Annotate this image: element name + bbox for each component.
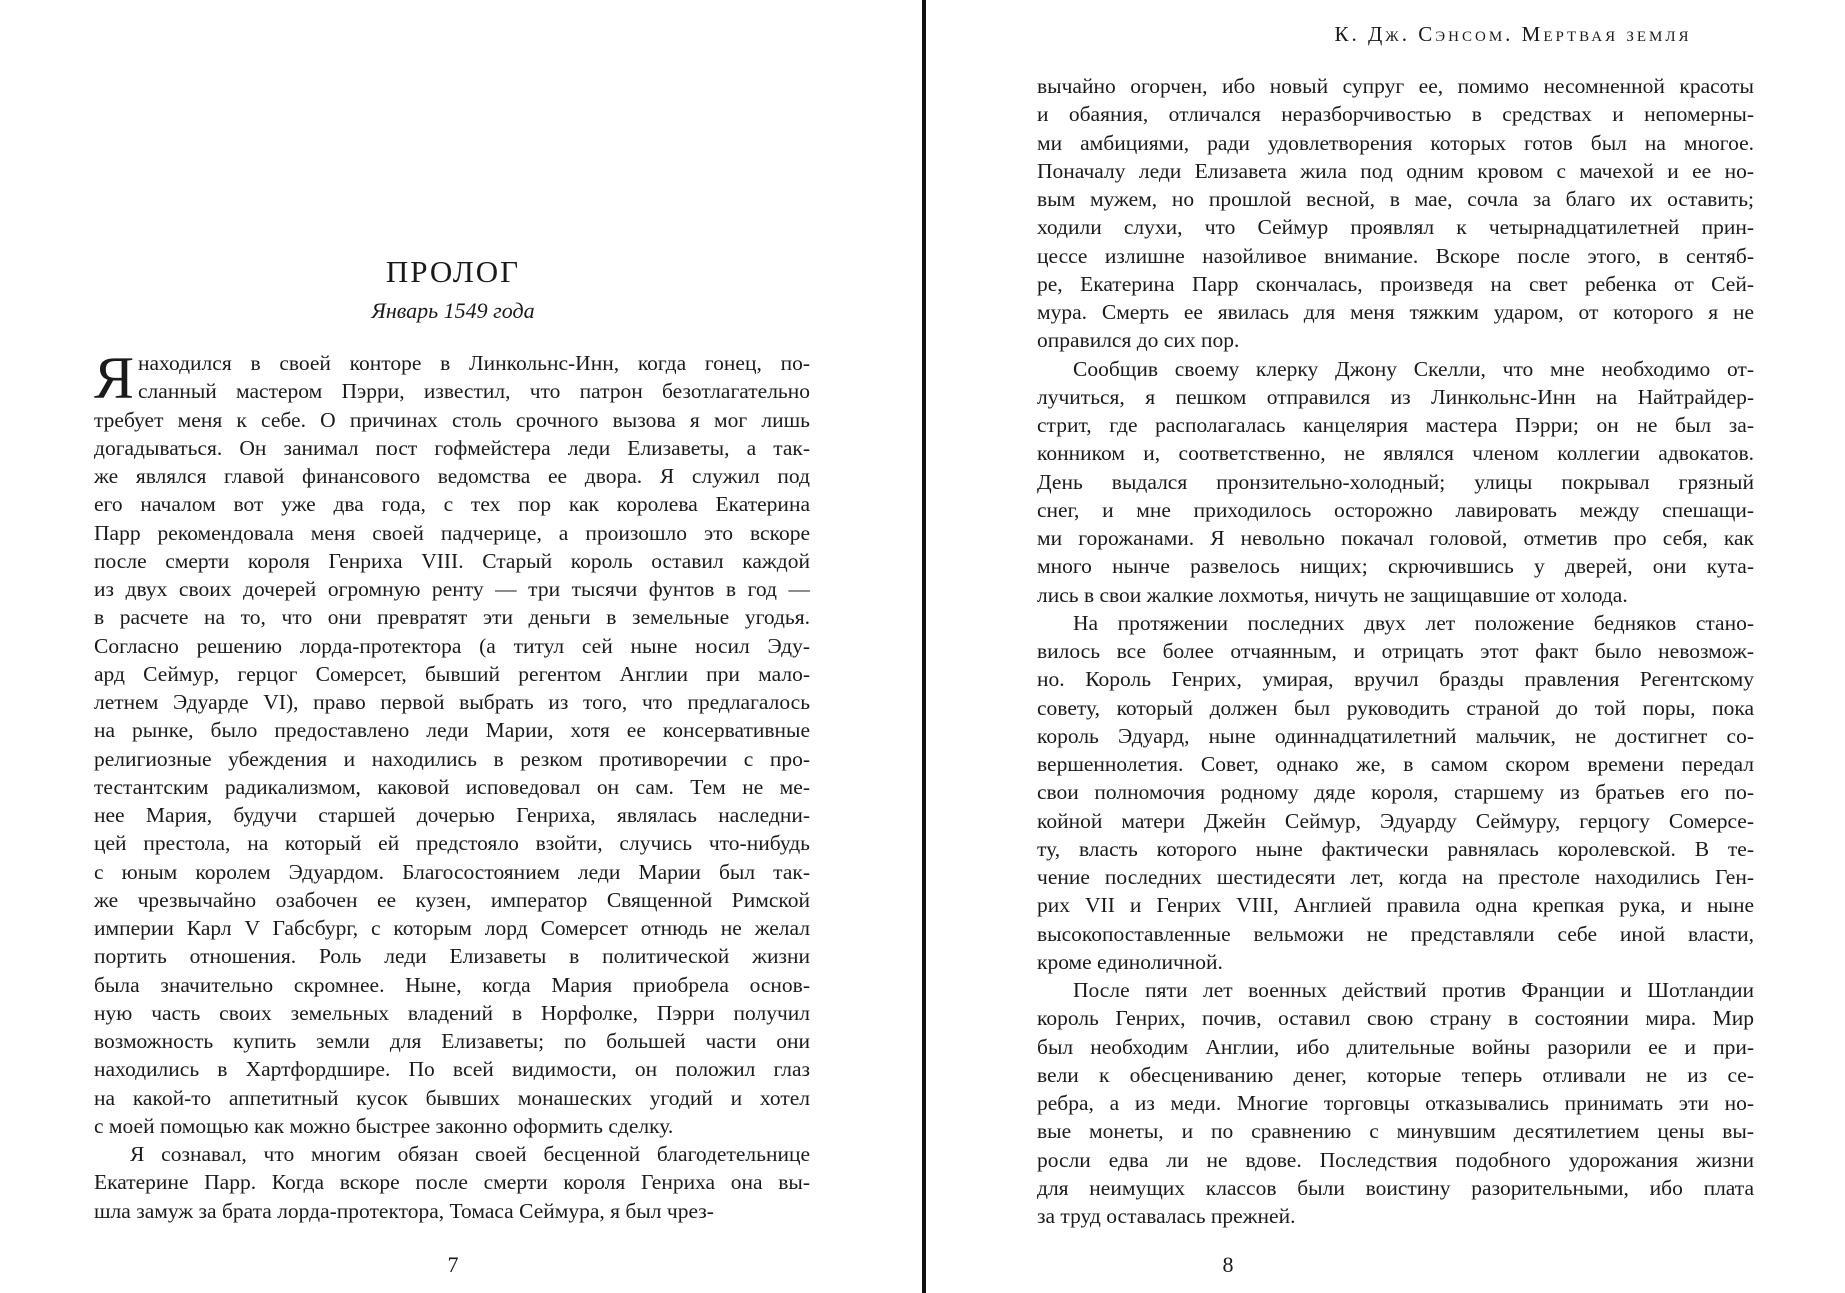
text-line: мура. Смерть ее явилась для меня тяжким ударом, от которого я не <box>1037 300 1754 324</box>
text-line: снег, и мне приходилось осторожно лавировать между спешащи- <box>1037 497 1754 522</box>
text-line: из двух своих дочерей огромную ренту — три тысячи фунтов в год — <box>94 577 810 601</box>
text-line: вычайно огорчен, ибо новый супруг ее, помимо несомненной красоты <box>1037 74 1754 98</box>
text-line: ре, Екатерина Парр скончалась, произведя на свет ребенка от Сей- <box>1037 271 1754 296</box>
text-line: требует меня к себе. О причинах столь срочного вызова я мог лишь <box>94 407 810 432</box>
text-line: сланный мастером Пэрри, известил, что патрон безотлагательно <box>138 379 810 404</box>
right-page <box>926 0 1845 1293</box>
text-line: тестантским радикализмом, каковой исповедовал он сам. Тем не ме- <box>94 774 810 799</box>
text-line: Екатерине Парр. Когда вскоре после смерти короля Генриха она вы- <box>94 1170 810 1195</box>
text-line: портить отношения. Роль леди Елизаветы в политической жизни <box>94 944 810 969</box>
text-line: его началом вот уже два года, с тех пор как королева Екатерина <box>94 492 810 517</box>
running-head: К. Дж. Сэнсом. Мертвая земля <box>1334 22 1692 46</box>
text-line: в расчете на то, что они превратят эти деньги в земельные угодья. <box>94 605 810 630</box>
text-line: лучиться, я пешком отправился из Линкольнс-Инн на Найтрайдер- <box>1037 384 1754 409</box>
text-line: за труд оставалась прежней. <box>1037 1204 1296 1228</box>
text-line: была значительно скромнее. Ныне, когда Мария приобрела основ- <box>94 972 810 997</box>
chapter-title: ПРОЛОГ <box>385 254 521 289</box>
text-line: Сообщив своему клерку Джону Скелли, что мне необходимо от- <box>1073 356 1754 381</box>
text-line: же являлся главой финансового ведомства ее двора. Я служил под <box>94 464 810 488</box>
text-line: кроме единоличной. <box>1037 949 1223 974</box>
text-line: же чрезвычайно озабочен ее кузен, император Священной Римской <box>94 887 810 912</box>
drop-cap: Я <box>94 345 135 411</box>
text-line: Поначалу леди Елизавета жила под одним кровом с мачехой и ее но- <box>1037 158 1754 183</box>
text-line: росли едва ли не вдове. Последствия подобного удорожания жизни <box>1037 1147 1754 1172</box>
text-line: вилось все более отчаянным, и отрицать этот факт было невозмож- <box>1037 639 1754 663</box>
text-line: чение последних шестидесяти лет, когда на престоле находились Ген- <box>1037 865 1754 889</box>
text-line: совету, который должен был руководить страной до той поры, пока <box>1037 695 1754 720</box>
text-line: нее Мария, будучи старшей дочерью Генриха, являлась наследни- <box>94 803 810 827</box>
text-line: Парр рекомендовала меня своей падчерице, а произошло это вскоре <box>94 520 810 545</box>
text-line: был необходим Англии, ибо длительные войны разорили ее и при- <box>1037 1034 1754 1059</box>
text-line: но. Король Генрих, умирая, вручил бразды правления Регентскому <box>1037 667 1754 692</box>
right-body-text <box>1037 72 1754 1230</box>
text-line: ребра, а из меди. Многие торговцы отказывались принимать эти но- <box>1037 1091 1754 1115</box>
text-line: ную часть своих земельных владений в Норфолке, Пэрри получил <box>94 1000 810 1025</box>
text-line: на какой-то аппетитный кусок бывших монашеских угодий и хотел <box>94 1085 810 1110</box>
text-line: оправился до сих пор. <box>1037 328 1240 353</box>
left-page <box>0 0 922 1293</box>
text-line: На протяжении последних двух лет положение бедняков стано- <box>1073 610 1754 635</box>
text-line: с юным королем Эдуардом. Благосостоянием леди Марии был так- <box>94 859 810 884</box>
text-line: Я сознавал, что многим обязан своей бесценной благодетельнице <box>130 1142 810 1166</box>
text-line: ми амбициями, ради удовлетворения которых готов был на многое. <box>1037 130 1754 155</box>
text-line: и обаяния, отличался неразборчивостью в средствах и непомерны- <box>1037 102 1754 127</box>
text-line: вели к обесцениванию денег, которые теперь отливали не из се- <box>1037 1062 1754 1087</box>
text-line: ард Сеймур, герцог Сомерсет, бывший регентом Англии при мало- <box>94 661 810 686</box>
text-line: высокопоставленные вельможи не представляли себе иной власти, <box>1037 921 1754 946</box>
text-line: Согласно решению лорда-протектора (а титул сей ныне носил Эду- <box>94 633 810 658</box>
text-line: лись в свои жалкие лохмотья, ничуть не защищавшие от холода. <box>1037 582 1628 607</box>
text-line: стрит, где располагалась канцелярия мастера Пэрри; он не был за- <box>1037 413 1754 437</box>
text-line: находились в Хартфордшире. По всей видимости, он положил глаз <box>94 1057 810 1082</box>
text-line: ходили слухи, что Сеймур проявлял к четырнадцатилетней прин- <box>1037 215 1754 240</box>
page-number-right: 8 <box>1222 1252 1234 1277</box>
text-line: конником и, соответственно, не являлся членом коллегии адвокатов. <box>1037 441 1754 466</box>
text-line: религиозные убеждения и находились в резком противоречии с про- <box>94 746 810 771</box>
text-line: вершеннолетия. Совет, однако же, в самом скором времени передал <box>1037 752 1754 776</box>
text-line: находился в своей конторе в Линкольнс-Инн, когда гонец, по- <box>138 351 810 375</box>
page-number-left: 7 <box>447 1252 459 1277</box>
text-line: вые монеты, и по сравнению с минувшим десятилетием цены вы- <box>1037 1119 1754 1144</box>
text-line: империи Карл V Габсбург, с которым лорд Сомерсет отнюдь не желал <box>94 916 810 940</box>
text-line: День выдался пронзительно-холодный; улицы покрывал грязный <box>1037 469 1754 494</box>
text-line: свои полномочия родному дяде короля, старшему из братьев его по- <box>1037 780 1754 805</box>
text-line: рих VII и Генрих VIII, Англией правила одна крепкая рука, и ныне <box>1037 893 1754 918</box>
text-line: для неимущих классов были воистину разорительными, ибо плата <box>1037 1175 1754 1200</box>
text-line: после смерти короля Генриха VIII. Старый король оставил каждой <box>94 548 810 573</box>
text-line: цессе излишне назойливое внимание. Вскоре после этого, в сентяб- <box>1037 243 1754 268</box>
text-line: ми горожанами. Я невольно покачал головой, отметив про себя, как <box>1037 526 1754 550</box>
text-line: ту, власть которого ныне фактически равнялась королевской. В те- <box>1037 836 1754 861</box>
text-line: койной матери Джейн Сеймур, Эдуарду Сеймуру, герцогу Сомерсе- <box>1037 808 1754 833</box>
chapter-subtitle: Январь 1549 года <box>371 298 535 323</box>
text-line: шла замуж за брата лорда-протектора, Томаса Сеймура, я был чрез- <box>94 1198 714 1223</box>
left-body-text <box>94 345 810 1225</box>
text-line: летнем Эдуарде VI), право первой выбрать из того, что предлагалось <box>94 690 810 714</box>
text-line: много нынче развелось нищих; скрючившись у дверей, они кута- <box>1037 554 1754 579</box>
text-line: цей престола, на который ей предстояло взойти, случись что-нибудь <box>94 831 810 856</box>
text-line: После пяти лет военных действий против Франции и Шотландии <box>1073 978 1754 1002</box>
text-line: с моей помощью как можно быстрее законно оформить сделку. <box>94 1113 674 1138</box>
text-line: догадываться. Он занимал пост гофмейстера леди Елизаветы, а так- <box>94 435 810 460</box>
text-line: вым мужем, но прошлой весной, в мае, сочла за благо их оставить; <box>1037 187 1754 211</box>
text-line: на рынке, было предоставлено леди Марии, хотя ее консервативные <box>94 718 810 743</box>
text-line: возможность купить земли для Елизаветы; по большей части они <box>94 1029 810 1053</box>
text-line: король Генрих, почив, оставил свою страну в состоянии мира. Мир <box>1037 1006 1754 1031</box>
text-line: король Эдуард, ныне одиннадцатилетний мальчик, не достигнет со- <box>1037 723 1754 748</box>
